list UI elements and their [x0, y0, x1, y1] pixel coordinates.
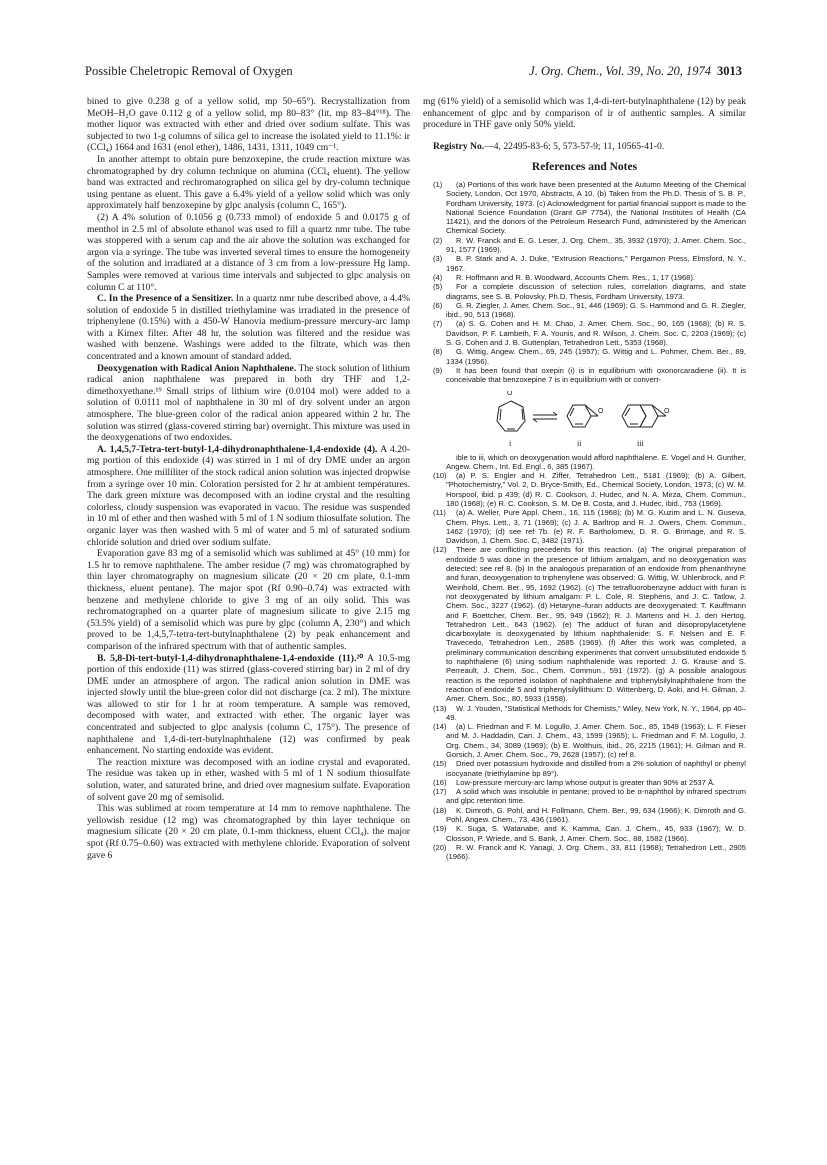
reference-item — [423, 843, 746, 862]
reference-item — [423, 282, 746, 301]
registry-text: —4, 22495-83-6; 5, 573-57-9; 11, 10565-41-0. — [484, 140, 665, 152]
reference-number: (13) — [433, 703, 447, 713]
reference-number: (14) — [433, 722, 447, 732]
section-heading: B. 5,8-Di-tert-butyl-1,4-dihydronaphthalene-1,4-endoxide (11).²⁰ — [97, 652, 364, 664]
paragraph-text: The reaction mixture was decomposed with an iodine crystal and evaporated. The residue was taken up in ether, washed with 5 ml of 1 N sodium thiosulfate solution, water, and saturated brine, and dried over magnesium sulfate. Evaporation of solvent gave 20 mg of semisolid. — [87, 756, 410, 803]
body-paragraph — [87, 212, 410, 293]
reference-text: R. Hoffmann and R. B. Woodward, Accounts Chem. Res., 1, 17 (1968). — [456, 272, 696, 282]
paragraph-text: (2) A 4% solution of 0.1056 g (0.733 mmol) of endoxide 5 and 0.0175 g of menthol in 2.5 ml of absolute ethanol was used to fill a quartz nmr tube. The tube was stoppered with a serum cap and the air above the solution was exchanged for argon via a syringe. The tube was inverted several times to ensure the homogeneity of the solution and irradiated at a distance of 3 cm from a low-pressure Hg lamp. Samples were removed at various time intervals and subjected to glpc analysis on column C at 110°. — [87, 211, 410, 293]
reference-number: (17) — [433, 787, 447, 797]
figure-label-i: i — [509, 438, 512, 448]
oxepin-structure — [497, 401, 525, 431]
references-list-b — [423, 453, 746, 862]
reference-text: (a) P. S. Engler and H. Ziffer, Tetrahedron Lett., 5181 (1969); (b) A. Gilbert, "Photochemistry," Vol. 2, D. Bryce-Smith, Ed., Chemical Society, London, 1973; (c) W. M. Horspool, ibid. p 439; (d) R. C. Cookson, J. Hudec, and N. A. Mirza, Chem. Commun., 180 (1968); (e) R. C. Cookson, S. M. De B. Costa, and J. Hudec, ibid., 753 (1969). — [446, 471, 746, 508]
reference-item — [423, 366, 746, 385]
reference-text: There are conflicting precedents for this reaction. (a) The original preparation of endoxide 5 was done in the presence of lithium amalgam, and no deoxygenation was detected; see ref 8. (b) In the analogous preparation of an endoxide from phenanthryne and furan, deoxygenation to triphenylene was observed: G. Wittig, W. Uhlenbrock, and P. Weinhold, Chem. Ber., 95, 1692 (1962). (c) The tetrafluorobenzyne adduct with furan is not deoxygenated by lithium amalgam: P. L. Cole, R. Stephens, and J. C. Tatlow, J. Chem. Soc., 3227 (1962). (d) Hetaryne–furan adducts are deoxygenated: T. Kauffmann and F. Boettcher, Chem. Ber., 95, 949 (1962); R. J. Martens and H. J. den Hertog, Tetrahedron Lett., 643 (1962). (e) The adduct of furan and diisopropylacetylene dicarboxylate is deoxygenated by lithium naphthalenide: S. F. Nelsen and E. F. Travecedo, Tetrahedron Lett., 2685 (1969). (f) After this work was completed, a preliminary communication describing experiments that convert unsubstituted endoxide 5 to naphthalene (6) using sodium naphthalenide was reported: J. G. Krause and S. Perreault, J. Chem. Soc., Chem. Commun., 591 (1972). (g) A possible analogous reaction is the reported isolation of naphthalene and triphenylsilylnaphthalene from the reaction of endoxide 5 and triphenylsilyllithium: D. Wittenberg, D. Aoki, and H. Gilman, J. Amer. Chem. Soc., 80, 5933 (1958). — [446, 545, 746, 704]
continuation-paragraph: mg (61% yield) of a semisolid which was 1,4-di-tert-butylnaphthalene (12) by peak enhancement of glpc and by comparison of ir of authentic samples. A similar procedure in THF gave only 50% yield. — [423, 96, 746, 131]
reference-text: Dried over potassium hydroxide and distilled from a 2% solution of naphthyl or phenyl isocyanate (triethylamine bp 89°). — [446, 759, 746, 778]
body-paragraph — [87, 444, 410, 548]
reference-number: (3) — [433, 254, 443, 264]
reference-number: (5) — [433, 282, 443, 292]
reference-text: K. Dimroth, G. Pohl, and H. Follmann, Chem. Ber., 99, 634 (1966); K. Dimroth and G. Pohl, Angew. Chem., 73, 436 (1961). — [446, 805, 746, 825]
reference-text: B. P. Stark and A. J. Duke, "Extrusion Reactions," Pergamon Press, Elmsford, N. Y., 1967. — [446, 254, 746, 273]
reference-text: (a) S. G. Cohen and H. M. Chao, J. Amer. Chem. Soc., 90, 165 (1968); (b) R. S. Davidson, P. F. Lambeth, F. A. Younis, and R. Wilson, J. Chem. Soc. C, 2203 (1969); (c) S. G. Cohen and J. B. Guttenplan, Tetrahedron Lett., 5353 (1968). — [446, 319, 746, 348]
reference-text: ible to iii, which on deoxygenation would afford naphthalene. E. Vogel and H. Gunther, Angew. Chem., Int. Ed. Engl., 6, 385 (1967). — [446, 452, 746, 471]
svg-text:O: O — [664, 407, 670, 415]
references-list-a — [423, 180, 746, 385]
section-heading: Deoxygenation with Radical Anion Naphthalene. — [97, 362, 297, 374]
registry-label: Registry No. — [433, 140, 485, 152]
naphthalene-oxide-structure — [622, 405, 666, 427]
reference-number: (19) — [433, 824, 447, 834]
reference-number: (10) — [433, 471, 447, 481]
paragraph-text: In another attempt to obtain pure benzoxepine, the crude reaction mixture was chromatographed by dry column technique on alumina (CCl₄ eluent). The yellow band was extracted and rechromatographed on silica gel by dry-column technique using pentane as eluent. This gave a 6.4% yield of a yellow solid which was only approximately half benzoxepine by glpc analysis (column C, 165°). — [87, 153, 410, 212]
reference-item — [423, 806, 746, 825]
reference-text: R. W. Franck and E. G. Leser, J. Org. Chem., 35, 3932 (1970); J. Amer. Chem. Soc., 91, 1577 (1969). — [446, 235, 746, 255]
reference-number: (16) — [433, 777, 447, 787]
body-paragraph — [87, 757, 410, 803]
reference-item — [423, 759, 746, 778]
paragraph-text: In a quartz nmr tube described above, a 4.4% solution of endoxide 5 in distilled triethylamine was irradiated in the presence of triphenylene (0.15%) with a 450-W Hanovia medium-pressure mercury-arc lamp with a Kimex filter. After 48 hr, the solution was filtered and the residue was washed with benzene. Washings were added to the filtrate, which was then concentrated and a known amount of standard added. — [87, 293, 410, 363]
body-paragraph — [87, 293, 410, 363]
svg-text:O: O — [598, 407, 604, 415]
reference-text: G. Wittig, Angew. Chem., 69, 245 (1957); G. Wittig and L. Pohmer, Chem. Ber., 89, 1334 (1956). — [446, 347, 746, 366]
registry-numbers — [423, 141, 746, 153]
reference-item — [423, 787, 746, 806]
reference-text: (a) A. Weller, Pure Appl. Chem., 16, 115 (1968); (b) M. G. Kuzim and L. N. Guseva, Chem. Phys. Lett., 3, 71 (1969); (c) J. A. Barltrop and R. J. Owers, Chem. Commun., 1462 (1970); (d) see ref 7b. (e) R. F. Bartholomew, D. R. G. Brimage, and R. S. Davidson, J. Chem. Soc. C, 3482 (1971). — [446, 508, 746, 546]
body-paragraph — [87, 548, 410, 652]
page-number: 3013 — [717, 64, 742, 78]
body-paragraph — [87, 653, 410, 757]
reference-item — [423, 704, 746, 723]
paragraph-text: bined to give 0.238 g of a yellow solid, mp 50–65°). Recrystallization from MeOH–H₂O gave 0.112 g of a yellow solid, mp 80–83° (lit. mp 83–84°¹⁸). The mother liquor was extracted with ether and dried over sodium sulfate. This was subjected to two 1-g columns of silica gel to increase the isolated yield to 11.1%: ir (CCl₄) 1664 and 1631 (enol ether), 1486, 1431, 1311, 1049 cm⁻¹. — [87, 96, 410, 154]
reference-number: (4) — [433, 272, 443, 282]
paragraph-text: The stock solution of lithium radical anion naphthalene was prepared in both dry THF and 1,2-dimethoxyethane.¹⁹ Small strips of lithium wire (0.0104 mol) were added to a solution of 0.0111 mol of naphthalene in 30 ml of dry solvent under an argon atmosphere. The blue-green color of the radical anion appeared within 2 hr. The solution was stirred (glass-covered stirring bar) overnight. This mixture was used in the deoxygenations of two endoxides. — [87, 362, 410, 444]
section-heading: C. In the Presence of a Sensitizer. — [97, 293, 234, 305]
reference-item — [423, 273, 746, 282]
page-header — [85, 64, 742, 84]
reference-text: G. R. Ziegler, J. Amer. Chem. Soc., 91, 446 (1969); G. S. Hammond and G. R. Ziegler, ibid., 90, 513 (1968). — [446, 300, 746, 320]
reference-text: A solid which was insoluble in pentane; proved to be α-naphthol by infrared spectrum and glpc retention time. — [446, 787, 746, 806]
reference-item — [423, 722, 746, 759]
left-column — [87, 96, 410, 861]
reference-text: (a) Portions of this work have been presented at the Autumn Meeting of the Chemical Society, London, Oct 1970, Abstracts, A 10. (b) Taken from the Ph.D. Thesis of S. B. P., Fordham University, 1973. (c) Acknowledgment for partial financial support is made to the National Science Foundation (Grant GP 7754), the National Institutes of Health (CA 11421), and the donors of the Petroleum Research Fund, administered by the American Chemical Society. — [446, 179, 746, 236]
body-paragraph — [87, 96, 410, 154]
equilibrium-arrows — [533, 412, 557, 422]
reference-number: (18) — [433, 805, 447, 815]
paragraph-text: Evaporation gave 83 mg of a semisolid which was sublimed at 45° (10 mm) for 1.5 hr to remove naphthalene. The amber residue (7 mg) was chromatographed by thin layer chromatography on magnesium silicate (20 × 20 cm plate, 0.1-mm thickness, eluent pentane). The major spot (Rf 0.90–0.74) was extracted with benzene and methylene chloride to give 3 mg of an oily solid. This was rechromatographed on a quarter plate of magnesium silicate to give 2.15 mg (53.5% yield) of a semisolid which was pure by glpc (column A, 230°) and which proved to be 1,4,5,7-tetra-tert-butylnaphthalene (2) by peak enhancement and comparison of the infrared spectrum with that of authentic samples. — [87, 548, 410, 652]
reference-number: (6) — [433, 300, 443, 310]
journal-citation — [529, 64, 742, 79]
oxonorcaradiene-structure — [567, 405, 598, 427]
reference-item — [423, 254, 746, 273]
reference-text: W. J. Youden, "Statistical Methods for Chemists," Wiley, New York, N. Y., 1964, pp 40–49. — [446, 703, 746, 722]
paragraph-text: A 10.5-mg portion of this endoxide (11) was stirred (glass-covered stirring bar) in 2 ml of dry DME under an atmosphere of argon. The radical anion solution in DME was injected slowly until the blue-green color did not discharge (ca. 2 ml). The mixture was allowed to stir for 1 hr at room temperature. A sample was removed, decomposed with water, and extracted with ether. The organic layer was concentrated and subjected to glpc analysis (column C, 175°). The presence of naphthalene and 1,4-di-tert-butylnaphthalene (12) was confirmed by peak enhancement. No starting endoxide was evident. — [87, 652, 410, 757]
reference-item — [423, 347, 746, 366]
body-paragraph — [87, 154, 410, 212]
section-heading: A. 1,4,5,7-Tetra-tert-butyl-1,4-dihydronaphthalene-1,4-endoxide (4). — [97, 443, 378, 455]
references-heading: References and Notes — [531, 161, 638, 174]
reference-text: It has been found that oxepin (i) is in equilibrium with oxonorcaradiene (ii). It is conceivable that benzoxepine 7 is in equilibrium with or convert- — [446, 365, 746, 385]
reference-number: (11) — [433, 508, 446, 518]
reference-number: (20) — [433, 842, 447, 852]
reference-number: (9) — [433, 365, 443, 375]
reference-item — [423, 824, 746, 843]
reference-item — [423, 180, 746, 236]
reference-number: (1) — [433, 179, 443, 189]
reference-text: For a complete discussion of selection rules, correlation diagrams, and state diagrams, see S. B. Polovsky, Ph.D. Thesis, Fordham University, 1973. — [446, 282, 746, 301]
reference-item — [423, 453, 746, 472]
reference-item — [423, 778, 746, 787]
structure-diagram — [423, 391, 746, 449]
reference-number: (15) — [433, 759, 447, 769]
figure-label-iii: iii — [637, 438, 644, 448]
reference-text: (a) L. Friedman and F. M. Logullo, J. Amer. Chem. Soc., 85, 1549 (1963); L. F. Fieser and M. J. Haddadin, Can. J. Chem., 43, 1599 (1965); L. Friedman and F. M. Logullo, J. Org. Chem., 34, 3089 (1969); (b) E. Wolthuis, ibid., 26, 2215 (1961); H. Gilman and R. Gorsich, J. Amer. Chem. Soc., 79, 2628 (1957); (c) ref 8. — [446, 722, 746, 759]
figure-label-ii: ii — [577, 438, 582, 448]
reference-text: K. Suga, S. Watanabe, and K. Kamma, Can. J. Chem., 45, 933 (1967); W. D. Closson, P. Wriede, and S. Bank, J. Amer. Chem. Soc., 88, 1582 (1966). — [446, 824, 746, 843]
running-title: Possible Cheletropic Removal of Oxygen — [85, 64, 293, 78]
journal-name: J. Org. Chem., Vol. 39, No. 20, 1974 — [529, 64, 711, 78]
reference-number: (12) — [433, 545, 447, 555]
reference-item — [423, 301, 746, 320]
right-column — [423, 96, 746, 862]
svg-text:O: O — [507, 390, 513, 397]
reference-text: R. W. Franck and K. Yanagi, J. Org. Chem., 33, 811 (1968); Tetrahedron Lett., 2905 (1966). — [446, 842, 746, 862]
reference-item — [423, 545, 746, 703]
reference-item — [423, 471, 746, 508]
reference-number: (7) — [433, 319, 443, 329]
reference-item — [423, 508, 746, 545]
body-paragraph — [87, 803, 410, 861]
body-paragraph — [87, 363, 410, 444]
reference-number: (8) — [433, 347, 443, 357]
paragraph-text: A 4.20-mg portion of this endoxide (4) was stirred in 1 ml of dry DME under an argon atmosphere. One milliliter of the stock radical anion solution was injected dropwise from a syringe over 10 min. Coloration persisted for 2 hr at ambient temperatures. The dark green mixture was decomposed with an iodine crystal and the resulting colorless, cloudy suspension was evaporated in vacuo. The residue was suspended in 10 ml of ether and then washed with 5 ml of 1 N sodium thiosulfate solution. The organic layer was then washed with 5 ml of water and 5 ml of saturated sodium chloride solution and dried over sodium sulfate. — [87, 443, 411, 548]
reference-item — [423, 319, 746, 347]
reference-item — [423, 236, 746, 255]
oxepin-equilibrium-figure — [423, 391, 746, 449]
reference-number: (2) — [433, 235, 443, 245]
paragraph-text: This was sublimed at room temperature at 14 mm to remove naphthalene. The yellowish residue (12 mg) was chromatographed by thin layer technique on magnesium silicate (20 × 20 cm plate, 0.1-mm thickness, eluent CCl₄). the major spot (Rf 0.75–0.60) was extracted with methylene chloride. Evaporation of solvent gave 6 — [87, 803, 410, 861]
reference-text: Low-pressure mercury-arc lamp whose output is greater than 90% at 2537 Å. — [456, 777, 716, 787]
